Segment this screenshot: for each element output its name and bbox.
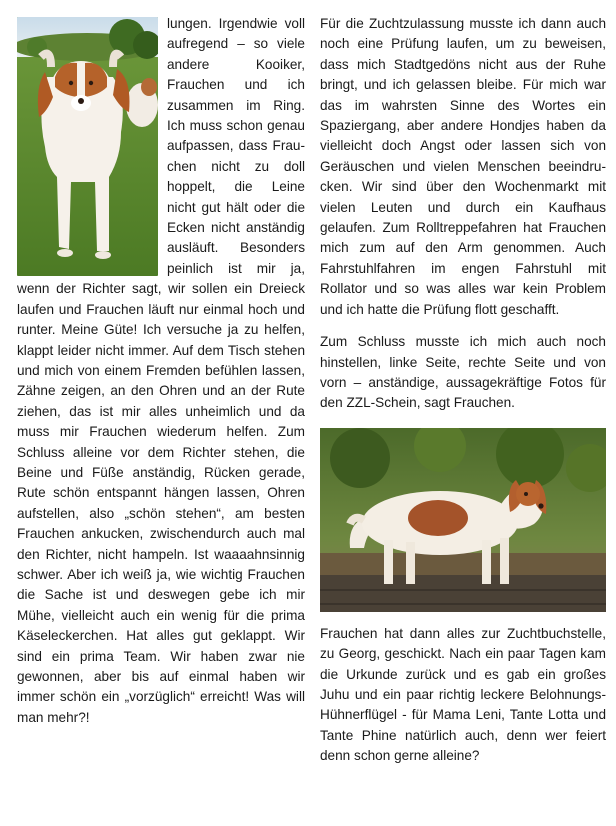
right-column (320, 14, 606, 767)
paragraph-gap (320, 320, 606, 332)
dog-standing-photo-icon (320, 428, 606, 612)
right-paragraph-2: Zum Schluss musste ich mich auch noch hinstellen, linke Seite, rechte Seite und von vorn – anständige, aussagekräftige Fotos für den ZZL-Schein, sagt Frauchen. (320, 334, 606, 411)
left-column (17, 14, 305, 728)
right-paragraph-1: Für die Zuchtzulassung musste ich dann auch noch eine Prüfung laufen, um zu beweisen, dass mich Stadtgedöns nicht aus der Ruhe bringt, und ich gelassen bleibe. Für mich war das im wahrsten Sinne des Wortes ein Spaziergang, aber andere Hondjes haben da vielleicht doch Angst oder lassen sich von Geräuschen und vielen Menschen beeindrucken. Wir sind über den Wochenmarkt mit vielen Leuten und durch ein Kaufhaus gelaufen. Zum Rolltreppefahren hat Frauchen mich zum auf den Arm genommen. Auch Fahrstuhlfahren im engen Fahrstuhl mit Rollator und so was alles war kein Problem und ich hatte die Prüfung flott geschafft. (320, 16, 606, 317)
dog-photo-icon (17, 17, 158, 276)
right-paragraph-3: Frauchen hat dann alles zur Zuchtbuchstelle, zu Georg, geschickt. Nach ein paar Tagen kam die Urkunde zurück und es gab ein großes Juhu und ein paar richtig leckere Belohnungs-Hühnerflügel - für Mama Leni, Tante Lotta und Tante Phine natürlich auch, denn wer feiert denn schon gerne alleine? (320, 625, 606, 764)
left-paragraph: lungen. Irgendwie voll aufregend – so viele andere Kooiker, Frauchen und ich zusammen im Ring. Ich muss schon genau aufpassen, dass Frauchen nicht zu doll hoppelt, die Leine nicht gut hält oder die Ecken nicht anständig ausläuft. Besonders peinlich ist mir ja, wenn der Richter sagt, wir sollen ein Dreieck laufen und Frauchen läuft nur einmal hoch und runter. Meine Güte! Ich versuche ja zu helfen, klappt leider nicht immer. Auf dem Tisch stehen und mich von einem Fremden befühlen lassen, Zähne zeigen, an den Ohren und an der Rute ziehen, das ist mir alles unheimlich und da muss mir Frauchen wiederum helfen. Zum Schluss alleine vor dem Richter stehen, die Beine und Füße anständig, Rücken gerade, Rute schön entspannt hängen lassen, Ohren aufstellen, also „schön stehen“, am besten Frauchen ankucken, zwischendurch auch mal den Richter, nicht hampeln. Ist waaaahnsinnig schwer. Aber ich weiß ja, wie wichtig Frauchen die Sache ist und deswegen gebe ich mir Mühe, vielleicht auch ein wenig für die prima Käseleckerchen. Hat alles gut geklappt. Wir sind ein prima Team. Wir haben zwar nie gewonnen, aber bis auf einmal haben wir immer schön ein „vorzüglich“ erreicht! Was will man mehr?! (17, 16, 305, 725)
